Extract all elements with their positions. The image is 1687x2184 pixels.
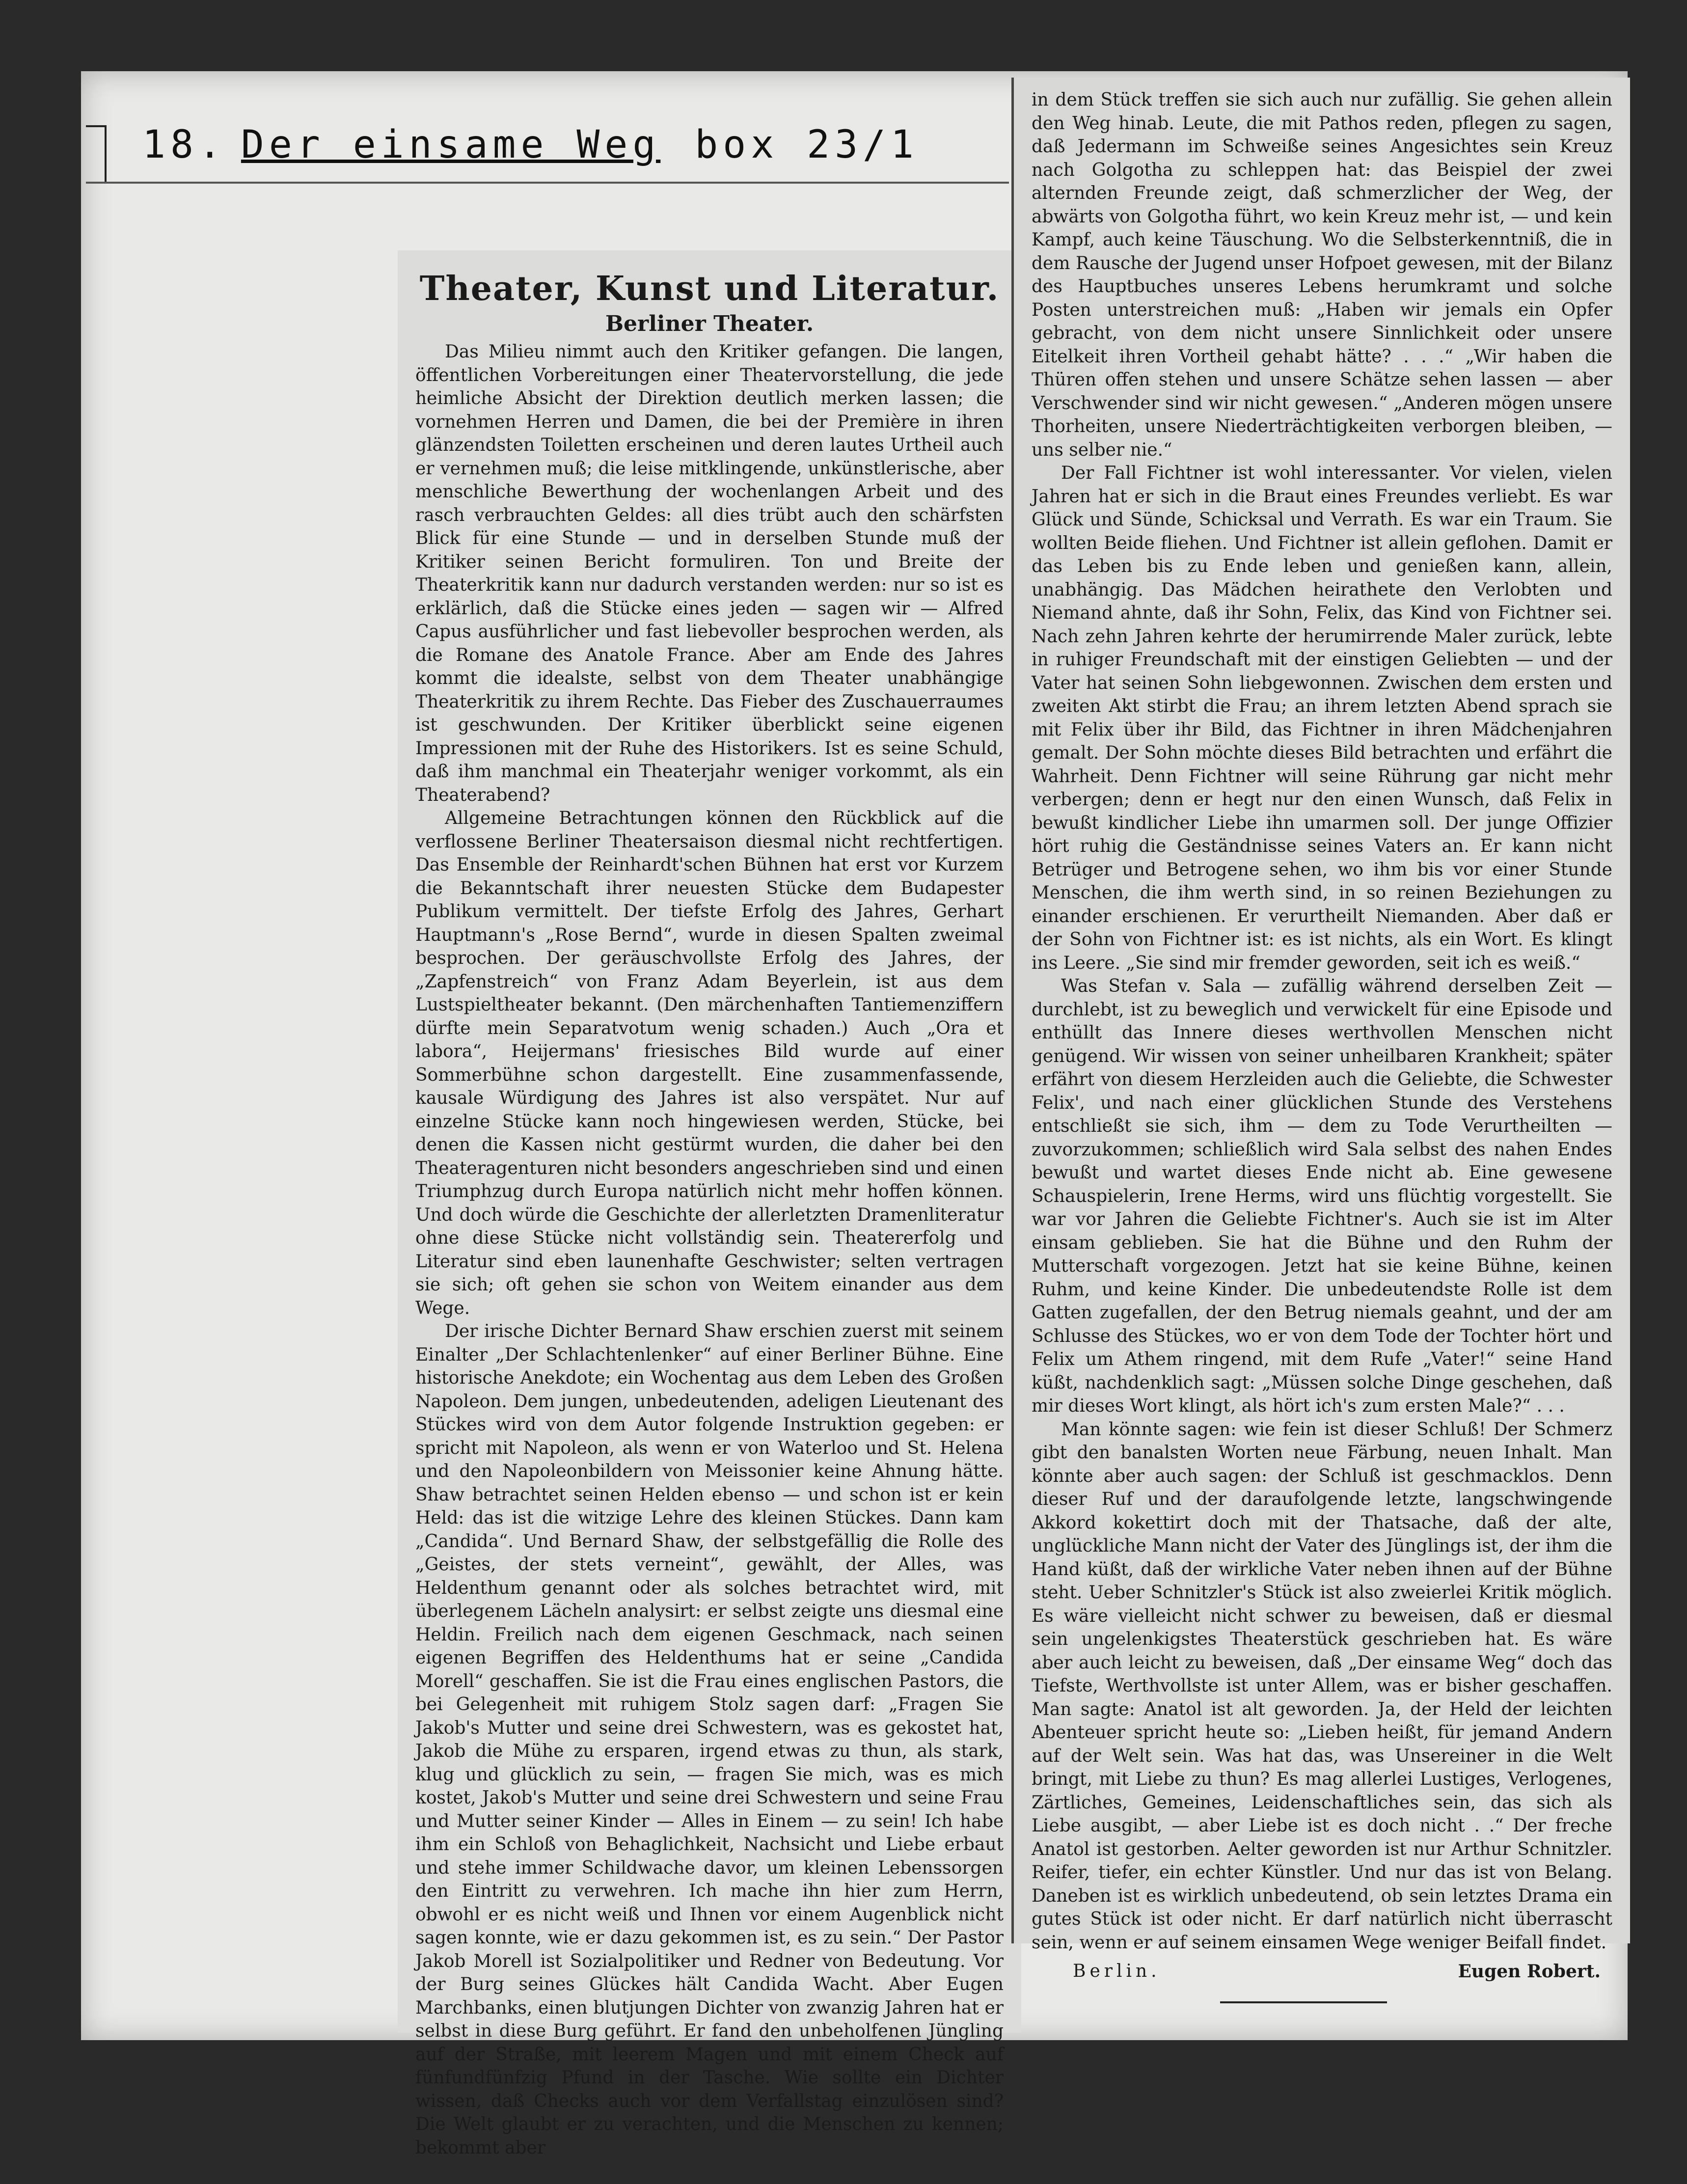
archive-number: 18. bbox=[142, 123, 226, 167]
dateline-place: Berlin. bbox=[1073, 1961, 1161, 1981]
section-masthead: Theater, Kunst und Literatur. bbox=[419, 269, 1000, 308]
right-column-text bbox=[1014, 78, 1630, 1954]
paragraph: Was Stefan v. Sala — zufällig während derselben Zeit — durchlebt, ist zu beweglich und verwickelt für eine Episode und enthüllt das Innere dieses werthvollen Menschen nicht genügend. Wir wissen von seiner unheilbaren Krankheit; später erfährt von diesem Herzleiden auch die Geliebte, die Schwester Felix', und nach einer glücklichen Stunde des Verstehens entschließt sie sich, ihm — dem zu Tode Verurtheilten — zuvorzukommen; schließlich wird Sala selbst des nahen Endes bewußt und wartet dieses Ende nicht ab. Eine gewesene Schauspielerin, Irene Herms, wird uns flüchtig vorgestellt. Sie war vor Jahren die Geliebte Fichtner's. Auch sie ist im Alter einsam geblieben. Sie hat die Bühne und den Ruhm der Mutterschaft vorgezogen. Jetzt hat sie keine Bühne, keinen Ruhm, und keine Kinder. Die unbedeutendste Rolle ist dem Gatten zugefallen, der den Betrug niemals geahnt, und der am Schlusse des Stückes, wo er von dem Tode der Tochter hört und Felix um Athem ringend, mit dem Rufe „Vater!“ seine Hand küßt, nachdenklich sagt: „Müssen solche Dinge geschehen, daß mir dieses Wort klingt, als hört ich's zum ersten Male?“ . . . bbox=[1032, 976, 1612, 1416]
archive-title: Der einsame Weg bbox=[241, 123, 661, 167]
paragraph: Das Milieu nimmt auch den Kritiker gefangen. Die langen, öffentlichen Vorbereitungen einer Theatervorstellung, die jede heimliche Absicht der Direktion deutlich merken lassen; die vornehmen Herren und Damen, die bei der Première in ihren glänzendsten Toiletten erscheinen und deren lautes Urtheil auch er vernehmen muß; die leise mitklingende, unkünstlerische, aber menschliche Bewerthung der wochenlangen Arbeit und des rasch verbrauchten Geldes: all dies trübt auch den schärfsten Blick für eine Stunde — und in derselben Stunde muß der Kritiker seinen Bericht formuliren. Ton und Breite der Theaterkritik kann nur dadurch verstanden werden: nur so ist es erklärlich, daß die Stücke eines jeden — sagen wir — Alfred Capus ausführlicher und fast liebevoller besprochen werden, als die Romane des Anatole France. Aber am Ende des Jahres kommt die idealste, selbst von dem Theater unabhängige Theaterkritik zu ihrem Rechte. Das Fieber des Zuschauerraumes ist geschwunden. Der Kritiker überblickt seine eigenen Impressionen mit der Ruhe des Historikers. Ist es seine Schuld, daß ihm manchmal ein Theaterjahr weniger vorkommt, als ein Theaterabend? bbox=[415, 342, 1004, 805]
left-column-text bbox=[398, 340, 1021, 2159]
article-subheading: Berliner Theater. bbox=[605, 311, 814, 336]
author-signature: Eugen Robert. bbox=[1458, 1961, 1601, 1982]
corner-mark-vertical bbox=[105, 125, 107, 182]
end-rule bbox=[1220, 2001, 1387, 2003]
archive-box: box 23/1 bbox=[695, 123, 919, 167]
archive-label bbox=[142, 123, 919, 167]
signature-row bbox=[1014, 1954, 1630, 1982]
paragraph: Der Fall Fichtner ist wohl interessanter. Vor vielen, vielen Jahren hat er sich in die Braut eines Freundes verliebt. Es war Glück und Sünde, Schicksal und Verrath. Es war ein Traum. Sie wollten Beide fliehen. Und Fichtner ist allein geflohen. Damit er das Leben bis zu Ende leben und genießen kann, allein, unabhängig. Das Mädchen heirathete den Verlobten und Niemand ahnte, daß ihr Sohn, Felix, das Kind von Fichtner sei. Nach zehn Jahren kehrte der herumirrende Maler zurück, lebte in ruhiger Freundschaft mit der einstigen Geliebten — und der Vater hat seinen Sohn liebgewonnen. Zwischen dem ersten und zweiten Akt stirbt die Frau; an ihrem letzten Abend sprach sie mit Felix über ihr Bild, das Fichtner in ihren Mädchenjahren gemalt. Der Sohn möchte dieses Bild betrachten und erfährt die Wahrheit. Denn Fichtner will seine Rührung gar nicht mehr verbergen; denn er hegt nur den einen Wunsch, daß Felix in bewußt kindlicher Liebe ihn umarmen soll. Der junge Offizier hört ruhig die Geständnisse seines Vaters an. Er kann nicht Betrüger und Betrogene sehen, wo ihm bis vor einer Stunde Menschen, die ihm werth sind, in so reinen Beziehungen zu einander erschienen. Er verurtheilt Niemanden. Aber daß er der Sohn von Fichtner ist: es ist nichts, als ein Wort. Es klingt ins Leere. „Sie sind mir fremder geworden, seit ich es weiß.“ bbox=[1032, 463, 1612, 973]
paragraph: Man könnte sagen: wie fein ist dieser Schluß! Der Schmerz gibt den banalsten Worten neue Färbung, neuen Inhalt. Man könnte aber auch sagen: der Schluß ist geschmacklos. Denn dieser Ruf und der daraufolgende letzte, langschwingende Akkord kokettirt doch mit der Thatsache, daß der alte, unglückliche Mann nicht der Vater des Jünglings ist, der ihm die Hand küßt, daß der wirkliche Vater neben ihnen auf der Bühne steht. Ueber Schnitzler's Stück ist also zweierlei Kritik möglich. Es wäre vielleicht nicht schwer zu beweisen, daß er diesmal sein ungelenkigstes Theaterstück geschrieben hat. Es wäre aber auch leicht zu beweisen, daß „Der einsame Weg“ doch das Tiefste, Werthvollste ist unter Allem, was er bisher geschaffen. Man sagte: Anatol ist alt geworden. Ja, der Held der leichten Abenteuer spricht heute so: „Lieben heißt, für jemand Andern auf der Welt sein. Was hat das, was Unsereiner in die Welt bringt, mit Liebe zu thun? Es mag allerlei Lustiges, Verlogenes, Zärtliches, Gemeines, Leidenschaftliches sein, das sich als Liebe ausgibt, — aber Liebe ist es doch nicht . .“ Der freche Anatol ist gestorben. Aelter geworden ist nur Arthur Schnitzler. Reifer, tiefer, ein echter Künstler. Und nur das ist von Belang. Daneben ist es wirklich unbedeutend, ob sein letztes Drama ein gutes Stück ist oder nicht. Er darf natürlich nicht überrascht sein, wenn er auf seinem einsamen Wege weniger Beifall findet. bbox=[1032, 1419, 1612, 1953]
paragraph: Allgemeine Betrachtungen können den Rückblick auf die verflossene Berliner Theatersaison diesmal nicht rechtfertigen. Das Ensemble der Reinhardt'schen Bühnen hat erst vor Kurzem die Bekanntschaft ihrer neuesten Stücke dem Budapester Publikum vermittelt. Der tiefste Erfolg des Jahres, Gerhart Hauptmann's „Rose Bernd“, wurde in diesen Spalten zweimal besprochen. Der geräuschvollste Erfolg des Jahres, der „Zapfenstreich“ von Franz Adam Beyerlein, ist aus dem Lustspieltheater bekannt. (Den märchenhaften Tantiemenziffern dürfte mein Separatvotum wenig schaden.) Auch „Ora et labora“, Heijermans' friesisches Bild wurde auf einer Sommerbühne schon dargestellt. Eine zusammenfassende, kausale Würdigung des Jahres ist also verspätet. Nur auf einzelne Stücke kann noch hingewiesen werden, Stücke, bei denen die Kassen nicht gestürmt wurden, die daher bei den Theateragenturen nicht besonders angeschrieben sind und einen Triumphzug durch Europa natürlich nicht mehr hoffen können. Und doch würde die Geschichte der allerletzten Dramenliteratur ohne diese Stücke nicht vollständig sein. Theatererfolg und Literatur sind eben launenhafte Geschwister; selten vertragen sie sich; oft gehen sie schon von Weitem einander aus dem Wege. bbox=[415, 808, 1004, 1318]
clipping-right-column bbox=[1011, 78, 1630, 1982]
paragraph: Der irische Dichter Bernard Shaw erschien zuerst mit seinem Einalter „Der Schlachtenlenker“ auf einer Berliner Bühne. Eine historische Anekdote; ein Wochentag aus dem Leben des Großen Napoleon. Dem jungen, unbedeutenden, adeligen Lieutenant des Stückes wird von dem Autor folgende Instruktion gegeben: er spricht mit Napoleon, als wenn er von Waterloo und St. Helena und den Napoleonbildern von Meissonier keine Ahnung hätte. Shaw betrachtet seinen Helden ebenso — und schon ist er kein Held: das ist die witzige Lehre des kleinen Stückes. Dann kam „Candida“. Und Bernard Shaw, der selbstgefällig die Rolle des „Geistes, der stets verneint“, gewählt, der Alles, was Heldenthum genannt oder als solches betrachtet wird, mit überlegenem Lächeln analysirt: er selbst zeigte uns diesmal eine Heldin. Freilich nach dem eigenen Geschmack, nach seinen eigenen Begriffen des Heldenthums hat er seine „Candida Morell“ geschaffen. Sie ist die Frau eines englischen Pastors, die bei Gelegenheit mit ruhigem Stolz sagen darf: „Fragen Sie Jakob's Mutter und seine drei Schwestern, was es gekostet hat, Jakob die Mühe zu ersparen, irgend etwas zu thun, als stark, klug und glücklich zu sein, — fragen Sie mich, was es mich kostet, Jakob's Mutter und seine drei Schwestern und seine Frau und Mutter seiner Kinder — Alles in Einem — zu sein! Ich habe ihm ein Schloß von Behaglichkeit, Nachsicht und Liebe erbaut und stehe immer Schildwache davor, um kleinen Lebenssorgen den Eintritt zu verwehren. Ich mache ihn hier zum Herrn, obwohl er es nicht weiß und Ihnen vor einem Augenblick nicht sagen konnte, wie er dazu gekommen ist, es zu sein.“ Der Pastor Jakob Morell ist Sozialpolitiker und Redner von Bedeutung. Vor der Burg seines Glückes hält Candida Wacht. Aber Eugen Marchbanks, einen blutjungen Dichter von zwanzig Jahren hat er selbst in diese Burg geführt. Er fand den unbeholfenen Jüngling auf der Straße, mit leerem Magen und mit einem Check auf fünfundfünfzig Pfund in der Tasche. Wie sollte ein Dichter wissen, daß Checks auch vor dem Verfallstag einzulösen sind? Die Welt glaubt er zu verachten, und die Menschen zu kennen; bekommt aber bbox=[415, 1321, 1004, 2158]
label-underline bbox=[86, 182, 1009, 184]
clipping-left-column bbox=[398, 250, 1021, 2158]
paragraph: in dem Stück treffen sie sich auch nur zufällig. Sie gehen allein den Weg hinab. Leute, die mit Pathos reden, pflegen zu sagen, daß Jedermann im Schweiße seines Angesichtes sein Kreuz nach Golgotha zu schleppen hat: das Beispiel der zwei alternden Freunde zeigt, daß schmerzlicher der Weg, der abwärts von Golgotha führt, wo kein Kreuz mehr ist, — und kein Kampf, auch keine Täuschung. Wo die Selbsterkenntniß, die in dem Rausche der Jugend unser Hofpoet gewesen, mit der Bilanz des Hauptbuches unseres Lebens herumkramt und solche Posten unterstreichen muß: „Haben wir jemals ein Opfer gebracht, von dem nicht unsere Sinnlichkeit oder unsere Eitelkeit ihren Vortheil gehabt hätte? . . .“ „Wir haben die Thüren offen stehen und unsere Schätze sehen lassen — aber Verschwender sind wir nicht gewesen.“ „Anderen mögen unsere Thorheiten, unsere Niederträchtigkeiten verborgen bleiben, — uns selber nie.“ bbox=[1032, 90, 1612, 460]
corner-mark bbox=[86, 125, 106, 127]
